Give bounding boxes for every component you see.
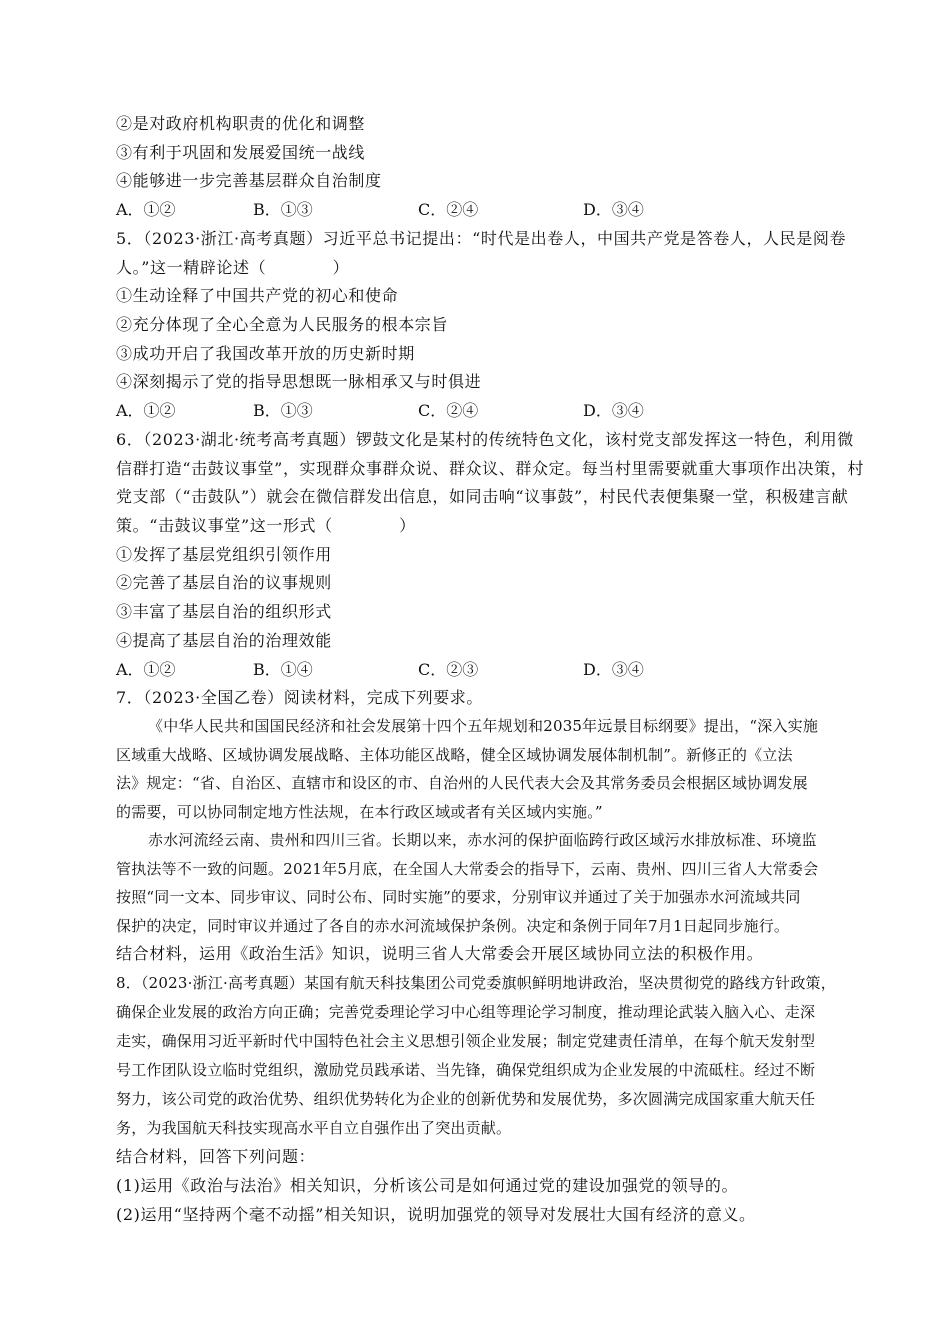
- option-c: C．②④: [418, 401, 479, 420]
- option-d: D．③④: [583, 200, 644, 219]
- choice-statement: ④深刻揭示了党的指导思想既一脉相承又与时俱进: [116, 372, 482, 391]
- option-b: B．①③: [253, 401, 313, 420]
- question-stem: 策。“击鼓议事堂”这一形式（ ）: [116, 516, 416, 535]
- material-paragraph: 法》规定：“省、自治区、直辖市和设区的市、自治州的人民代表大会及其常务委员会根据区域协调发展: [116, 774, 808, 792]
- option-a: A．①②: [116, 200, 176, 219]
- answer-options: [116, 401, 756, 421]
- question-stem: 7．（2023·全国乙卷）阅读材料，完成下列要求。: [116, 688, 483, 707]
- option-a: A．①②: [116, 401, 176, 420]
- sub-question: (2)运用“坚持两个毫不动摇”相关知识，说明加强党的领导对发展壮大国有经济的意义。: [116, 1205, 756, 1224]
- material-paragraph: 《中华人民共和国国民经济和社会发展第十四个五年规划和2035年远景目标纲要》提出，“深入实施: [148, 717, 819, 735]
- choice-statement: ①生动诠释了中国共产党的初心和使命: [116, 286, 399, 305]
- question-stem: 确保企业发展的政治方向正确；完善党委理论学习中心组等理论学习制度，推动理论武装入脑入心、走深: [116, 1003, 816, 1021]
- option-c: C．②④: [418, 200, 479, 219]
- choice-statement: ④提高了基层自治的治理效能: [116, 631, 332, 650]
- choice-statement: ③有利于巩固和发展爱国统一战线: [116, 143, 366, 162]
- question-stem: 走实，确保用习近平新时代中国特色社会主义思想引领企业发展；制定党建责任清单，在每个航天发射型: [116, 1032, 816, 1050]
- sub-question: (1)运用《政治与法治》相关知识，分析该公司是如何通过党的建设加强党的领导的。: [116, 1176, 739, 1195]
- option-d: D．③④: [583, 401, 644, 420]
- question-stem: 信群打造“击鼓议事堂”，实现群众事群众说、群众议、群众定。每当村里需要就重大事项作出决策，村: [116, 459, 864, 478]
- option-b: B．①④: [253, 660, 313, 679]
- question-stem: 努力，该公司党的政治优势、组织优势转化为企业的创新优势和发展优势，多次圆满完成国家重大航天任: [116, 1090, 816, 1108]
- question-stem: 务，为我国航天科技实现高水平自立自强作出了突出贡献。: [116, 1119, 512, 1137]
- choice-statement: ①发挥了基层党组织引领作用: [116, 545, 332, 564]
- material-paragraph: 保护的决定，同时审议并通过了各自的赤水河流域保护条例。决定和条例于同年7月1日起同步施行。: [116, 917, 790, 935]
- material-paragraph: 区域重大战略、区域协调发展战略、主体功能区战略，健全区域协调发展体制机制”。新修正的《立法: [116, 746, 793, 764]
- option-a: A．①②: [116, 660, 176, 679]
- option-d: D．③④: [583, 660, 644, 679]
- question-stem: 人。”这一精辟论述（ ）: [116, 258, 350, 277]
- choice-statement: ③成功开启了我国改革开放的历史新时期: [116, 344, 415, 363]
- option-c: C．②③: [418, 660, 479, 679]
- material-paragraph: 按照“同一文本、同步审议、同时公布、同时实施”的要求，分别审议并通过了关于加强赤水河流域共同: [116, 888, 801, 906]
- choice-statement: ③丰富了基层自治的组织形式: [116, 602, 332, 621]
- answer-options: [116, 200, 756, 220]
- question-task: 结合材料，运用《政治生活》知识，说明三省人大常委会开展区域协同立法的积极作用。: [116, 944, 764, 963]
- question-stem: 8．（2023·浙江·高考真题）某国有航天科技集团公司党委旗帜鲜明地讲政治，坚决贯彻党的路线方针政策，: [116, 974, 836, 992]
- question-task: 结合材料，回答下列问题：: [116, 1147, 316, 1166]
- question-stem: 6．（2023·湖北·统考高考真题）锣鼓文化是某村的传统特色文化，该村党支部发挥这一特色，利用微: [116, 430, 854, 449]
- question-stem: 党支部（“击鼓队”）就会在微信群发出信息，如同击响“议事鼓”，村民代表便集聚一堂，积极建言献: [116, 487, 849, 506]
- material-paragraph: 管执法等不一致的问题。2021年5月底，在全国人大常委会的指导下，云南、贵州、四川三省人大常委会: [116, 860, 819, 878]
- material-paragraph: 的需要，可以协同制定地方性法规，在本行政区域或者有关区域内实施。”: [116, 803, 603, 821]
- choice-statement: ④能够进一步完善基层群众自治制度: [116, 171, 382, 190]
- question-stem: 5．（2023·浙江·高考真题）习近平总书记提出：“时代是出卷人，中国共产党是答卷人，人民是阅卷: [116, 229, 847, 248]
- option-b: B．①③: [253, 200, 313, 219]
- choice-statement: ②充分体现了全心全意为人民服务的根本宗旨: [116, 315, 449, 334]
- answer-options: [116, 660, 756, 680]
- material-paragraph: 赤水河流经云南、贵州和四川三省。长期以来，赤水河的保护面临跨行政区域污水排放标准、环境监: [148, 831, 817, 849]
- choice-statement: ②完善了基层自治的议事规则: [116, 573, 332, 592]
- choice-statement: ②是对政府机构职责的优化和调整: [116, 114, 366, 133]
- question-stem: 号工作团队设立临时党组织，激励党员践承诺、当先锋，确保党组织成为企业发展的中流砥柱。经过不断: [116, 1061, 816, 1079]
